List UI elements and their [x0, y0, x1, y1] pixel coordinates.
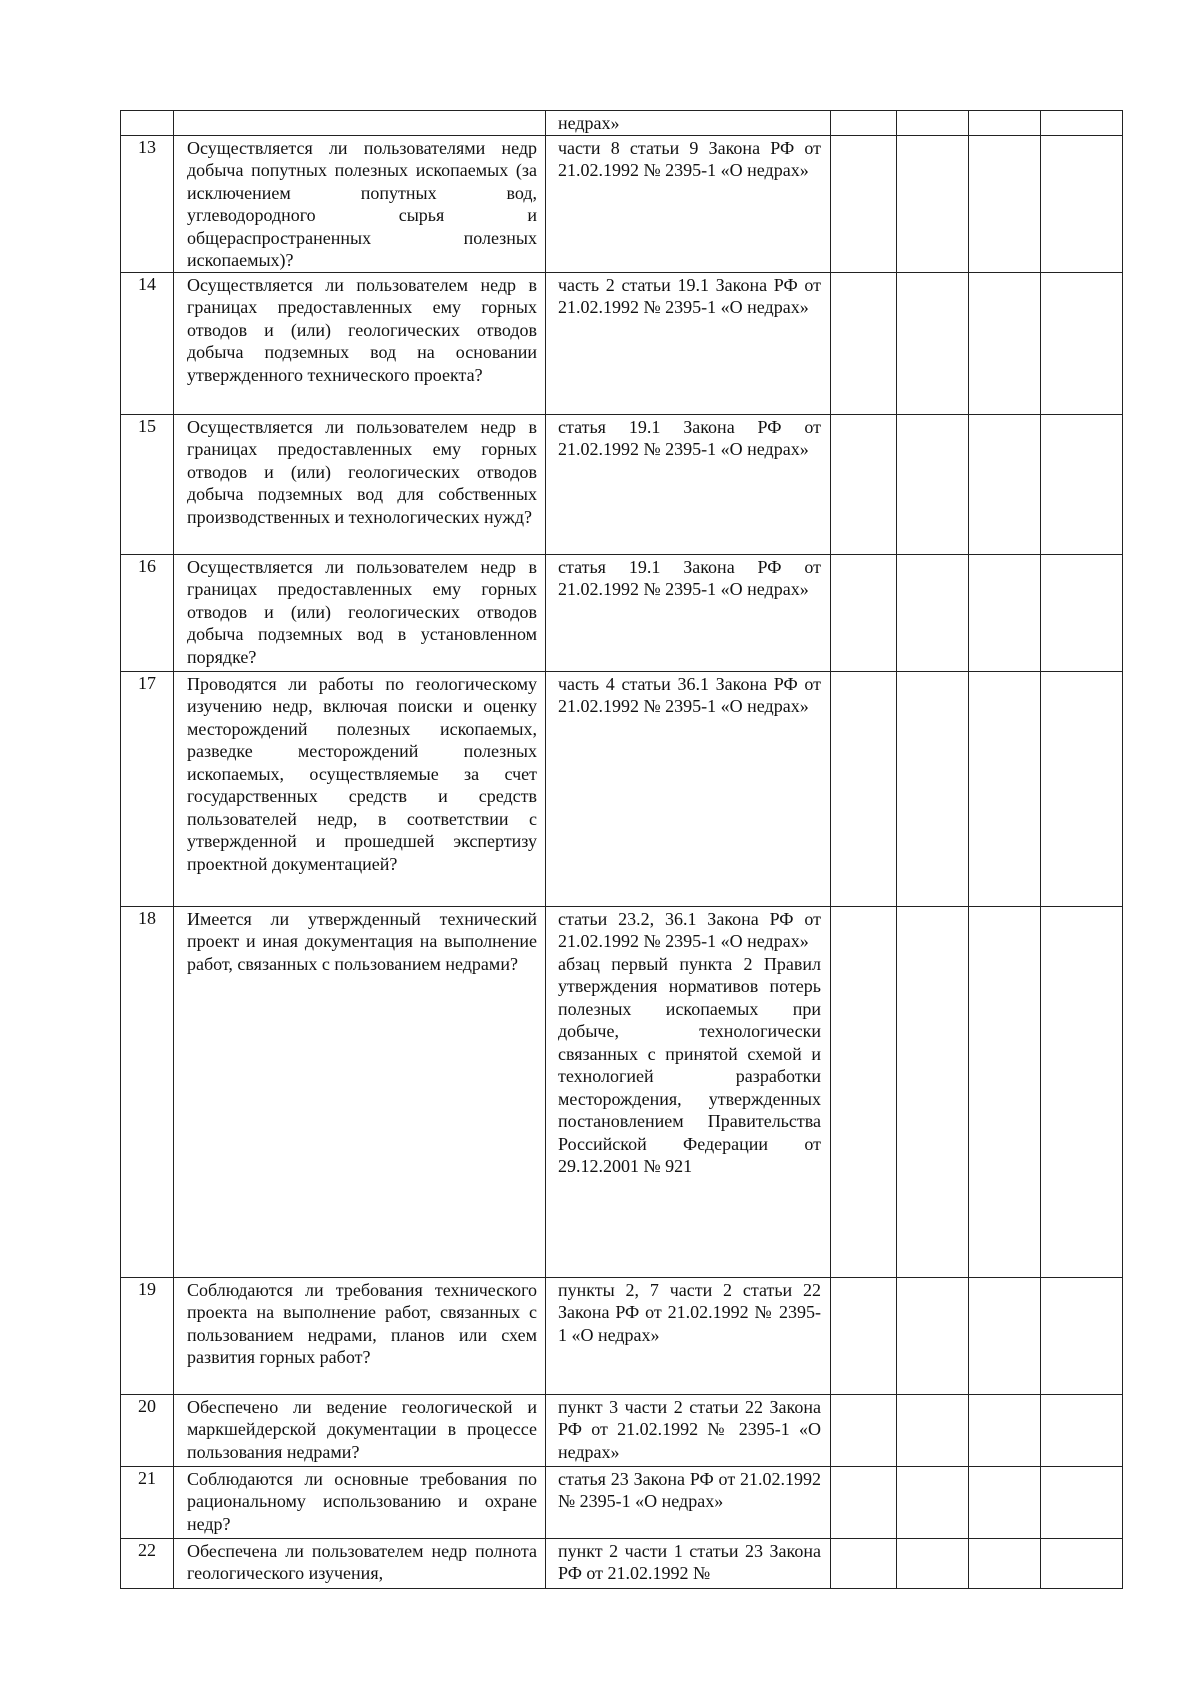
table-row: [121, 554, 1123, 671]
note-cell[interactable]: [1041, 111, 1123, 136]
note-cell[interactable]: [1041, 906, 1123, 1277]
reference-cell: недрах»: [546, 111, 831, 136]
note-cell[interactable]: [1041, 554, 1123, 671]
note-cell[interactable]: [1041, 1277, 1123, 1394]
reference-cell: [546, 135, 831, 272]
row-number: 19: [121, 1277, 174, 1394]
answer-yes-cell[interactable]: [831, 906, 897, 1277]
reference-text: части 8 статьи 9 Закона РФ от 21.02.1992 № 2395-1 «О недрах»: [558, 137, 821, 180]
question-cell: Осуществляется ли пользователем недр в границах предоставленных ему горных отводов и (или) геологических отводов добыча подземных вод на основании утвержденного технического проекта?: [174, 272, 546, 414]
reference-text: пункты 2, 7 части 2 статьи 22 Закона РФ от 21.02.1992 № 2395-1 «О недрах»: [558, 1279, 821, 1345]
reference-cell: [546, 906, 831, 1277]
question-cell: Обеспечена ли пользователем недр полнота геологического изучения,: [174, 1538, 546, 1588]
answer-yes-cell[interactable]: [831, 111, 897, 136]
answer-na-cell[interactable]: [969, 414, 1041, 554]
answer-na-cell[interactable]: [969, 906, 1041, 1277]
row-number: 14: [121, 272, 174, 414]
answer-yes-cell[interactable]: [831, 1538, 897, 1588]
row-number: 13: [121, 135, 174, 272]
answer-yes-cell[interactable]: [831, 135, 897, 272]
note-cell[interactable]: [1041, 1466, 1123, 1538]
table-row: [121, 135, 1123, 272]
note-cell[interactable]: [1041, 671, 1123, 906]
reference-text: статьи 23.2, 36.1 Закона РФ от 21.02.1992 № 2395-1 «О недрах»: [558, 908, 821, 951]
reference-text: статья 23 Закона РФ от 21.02.1992 № 2395-1 «О недрах»: [558, 1468, 821, 1511]
question-cell: Имеется ли утвержденный технический проект и иная документация на выполнение работ, связанных с пользованием недрами?: [174, 906, 546, 1277]
question-cell: Соблюдаются ли основные требования по рациональному использованию и охране недр?: [174, 1466, 546, 1538]
answer-no-cell[interactable]: [897, 135, 969, 272]
answer-no-cell[interactable]: [897, 1538, 969, 1588]
question-cell: Осуществляется ли пользователями недр добыча попутных полезных ископаемых (за исключением попутных вод, углеводородного сырья и общераспространенных полезных ископаемых)?: [174, 135, 546, 272]
reference-text: пункт 3 части 2 статьи 22 Закона РФ от 21.02.1992 № 2395-1 «О недрах»: [558, 1396, 821, 1462]
question-cell: Соблюдаются ли требования технического проекта на выполнение работ, связанных с пользованием недрами, планов или схем развития горных работ?: [174, 1277, 546, 1394]
answer-yes-cell[interactable]: [831, 414, 897, 554]
note-cell[interactable]: [1041, 135, 1123, 272]
reference-cell: [546, 554, 831, 671]
answer-no-cell[interactable]: [897, 272, 969, 414]
continuation-row: [121, 111, 1123, 136]
answer-na-cell[interactable]: [969, 1466, 1041, 1538]
reference-text: статья 19.1 Закона РФ от 21.02.1992 № 2395-1 «О недрах»: [558, 416, 821, 459]
reference-text: абзац первый пункта 2 Правил утверждения нормативов потерь полезных ископаемых при добыче, технологически связанных с принятой схемой и технологией разработки месторождения, утвержденных постановлением Правительства Российской Федерации от 29.12.2001 № 921: [558, 953, 821, 1176]
reference-cell: [546, 414, 831, 554]
answer-yes-cell[interactable]: [831, 1466, 897, 1538]
reference-text: статья 19.1 Закона РФ от 21.02.1992 № 2395-1 «О недрах»: [558, 556, 821, 599]
question-cell: Обеспечено ли ведение геологической и маркшейдерской документации в процессе пользования недрами?: [174, 1394, 546, 1466]
reference-text: пункт 2 части 1 статьи 23 Закона РФ от 21.02.1992 №: [558, 1540, 821, 1583]
row-number: 21: [121, 1466, 174, 1538]
table-row: [121, 1538, 1123, 1588]
answer-no-cell[interactable]: [897, 1277, 969, 1394]
note-cell[interactable]: [1041, 414, 1123, 554]
reference-cell: [546, 1394, 831, 1466]
answer-na-cell[interactable]: [969, 111, 1041, 136]
table-row: [121, 1394, 1123, 1466]
answer-na-cell[interactable]: [969, 554, 1041, 671]
reference-cell: [546, 1277, 831, 1394]
row-number: 17: [121, 671, 174, 906]
reference-cell: [546, 1466, 831, 1538]
answer-yes-cell[interactable]: [831, 671, 897, 906]
answer-na-cell[interactable]: [969, 135, 1041, 272]
answer-no-cell[interactable]: [897, 1394, 969, 1466]
reference-cell: [546, 671, 831, 906]
question-cell: [174, 111, 546, 136]
reference-cell: [546, 1538, 831, 1588]
table-row: [121, 1277, 1123, 1394]
answer-no-cell[interactable]: [897, 671, 969, 906]
note-cell[interactable]: [1041, 1394, 1123, 1466]
row-number: 15: [121, 414, 174, 554]
answer-no-cell[interactable]: [897, 554, 969, 671]
table-row: [121, 272, 1123, 414]
answer-na-cell[interactable]: [969, 1538, 1041, 1588]
table-row: [121, 906, 1123, 1277]
answer-no-cell[interactable]: [897, 111, 969, 136]
answer-na-cell[interactable]: [969, 272, 1041, 414]
note-cell[interactable]: [1041, 272, 1123, 414]
question-cell: Проводятся ли работы по геологическому изучению недр, включая поиски и оценку месторождений полезных ископаемых, разведке месторождений полезных ископаемых, осуществляемые за счет государственных средств и средств пользователей недр, в соответствии с утвержденной и прошедшей экспертизу проектной документацией?: [174, 671, 546, 906]
question-cell: Осуществляется ли пользователем недр в границах предоставленных ему горных отводов и (или) геологических отводов добыча подземных вод в установленном порядке?: [174, 554, 546, 671]
answer-na-cell[interactable]: [969, 1394, 1041, 1466]
answer-yes-cell[interactable]: [831, 272, 897, 414]
reference-cell: [546, 272, 831, 414]
reference-text: часть 4 статьи 36.1 Закона РФ от 21.02.1992 № 2395-1 «О недрах»: [558, 673, 821, 716]
answer-na-cell[interactable]: [969, 1277, 1041, 1394]
table-row: [121, 414, 1123, 554]
row-number: 16: [121, 554, 174, 671]
note-cell[interactable]: [1041, 1538, 1123, 1588]
question-cell: Осуществляется ли пользователем недр в границах предоставленных ему горных отводов и (или) геологических отводов добыча подземных вод для собственных производственных и технологических нужд?: [174, 414, 546, 554]
table-row: [121, 1466, 1123, 1538]
reference-text: часть 2 статьи 19.1 Закона РФ от 21.02.1992 № 2395-1 «О недрах»: [558, 274, 821, 317]
answer-no-cell[interactable]: [897, 414, 969, 554]
answer-no-cell[interactable]: [897, 906, 969, 1277]
answer-yes-cell[interactable]: [831, 1277, 897, 1394]
row-number: 20: [121, 1394, 174, 1466]
checklist-table: [120, 110, 1123, 1589]
answer-yes-cell[interactable]: [831, 1394, 897, 1466]
row-number: 22: [121, 1538, 174, 1588]
row-number: 18: [121, 906, 174, 1277]
answer-yes-cell[interactable]: [831, 554, 897, 671]
answer-no-cell[interactable]: [897, 1466, 969, 1538]
table-row: [121, 671, 1123, 906]
answer-na-cell[interactable]: [969, 671, 1041, 906]
row-number: [121, 111, 174, 136]
